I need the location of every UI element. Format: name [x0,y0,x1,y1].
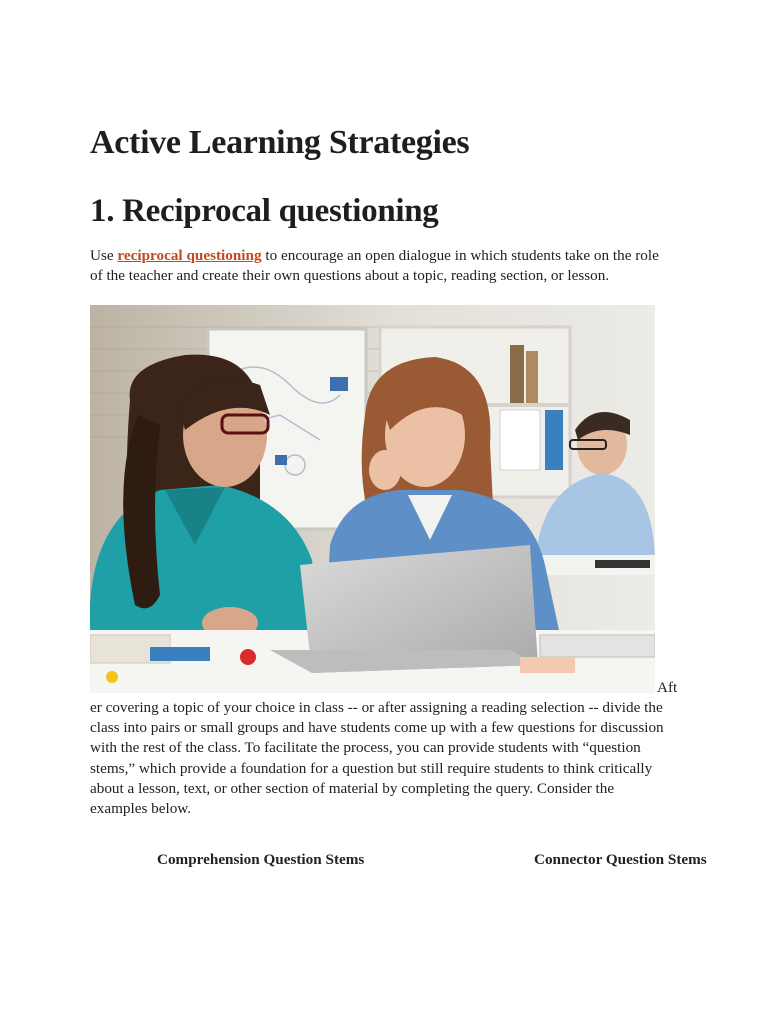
intro-paragraph [90,246,675,286]
reciprocal-questioning-link[interactable]: reciprocal questioning [117,247,262,264]
body-text-start: Aft [657,679,678,696]
section-heading: 1. Reciprocal questioning [90,193,439,229]
page-title: Active Learning Strategies [90,124,470,161]
connector-question-stems-header: Connector Question Stems [534,851,707,868]
classroom-photo [90,305,655,693]
comprehension-question-stems-header: Comprehension Question Stems [157,851,365,868]
body-paragraph: er covering a topic of your choice in class -- or after assigning a reading selection -- divide the class into pairs or small groups and have students come up with a few questions for discussion with the rest of the class. To facilitate the process, you can provide students with “question stems,” which provide a foundation for a question but still require students to think critically about a lesson, text, or other section of material by completing the query. Consider the examples below. [90,699,664,818]
intro-text-before: Use [90,247,118,264]
intro-text-after: to encourage an open dialogue in which students take on the role of the teacher and create their own questions about a topic, reading section, or lesson. [90,247,659,284]
students-laptop-illustration [90,305,655,693]
